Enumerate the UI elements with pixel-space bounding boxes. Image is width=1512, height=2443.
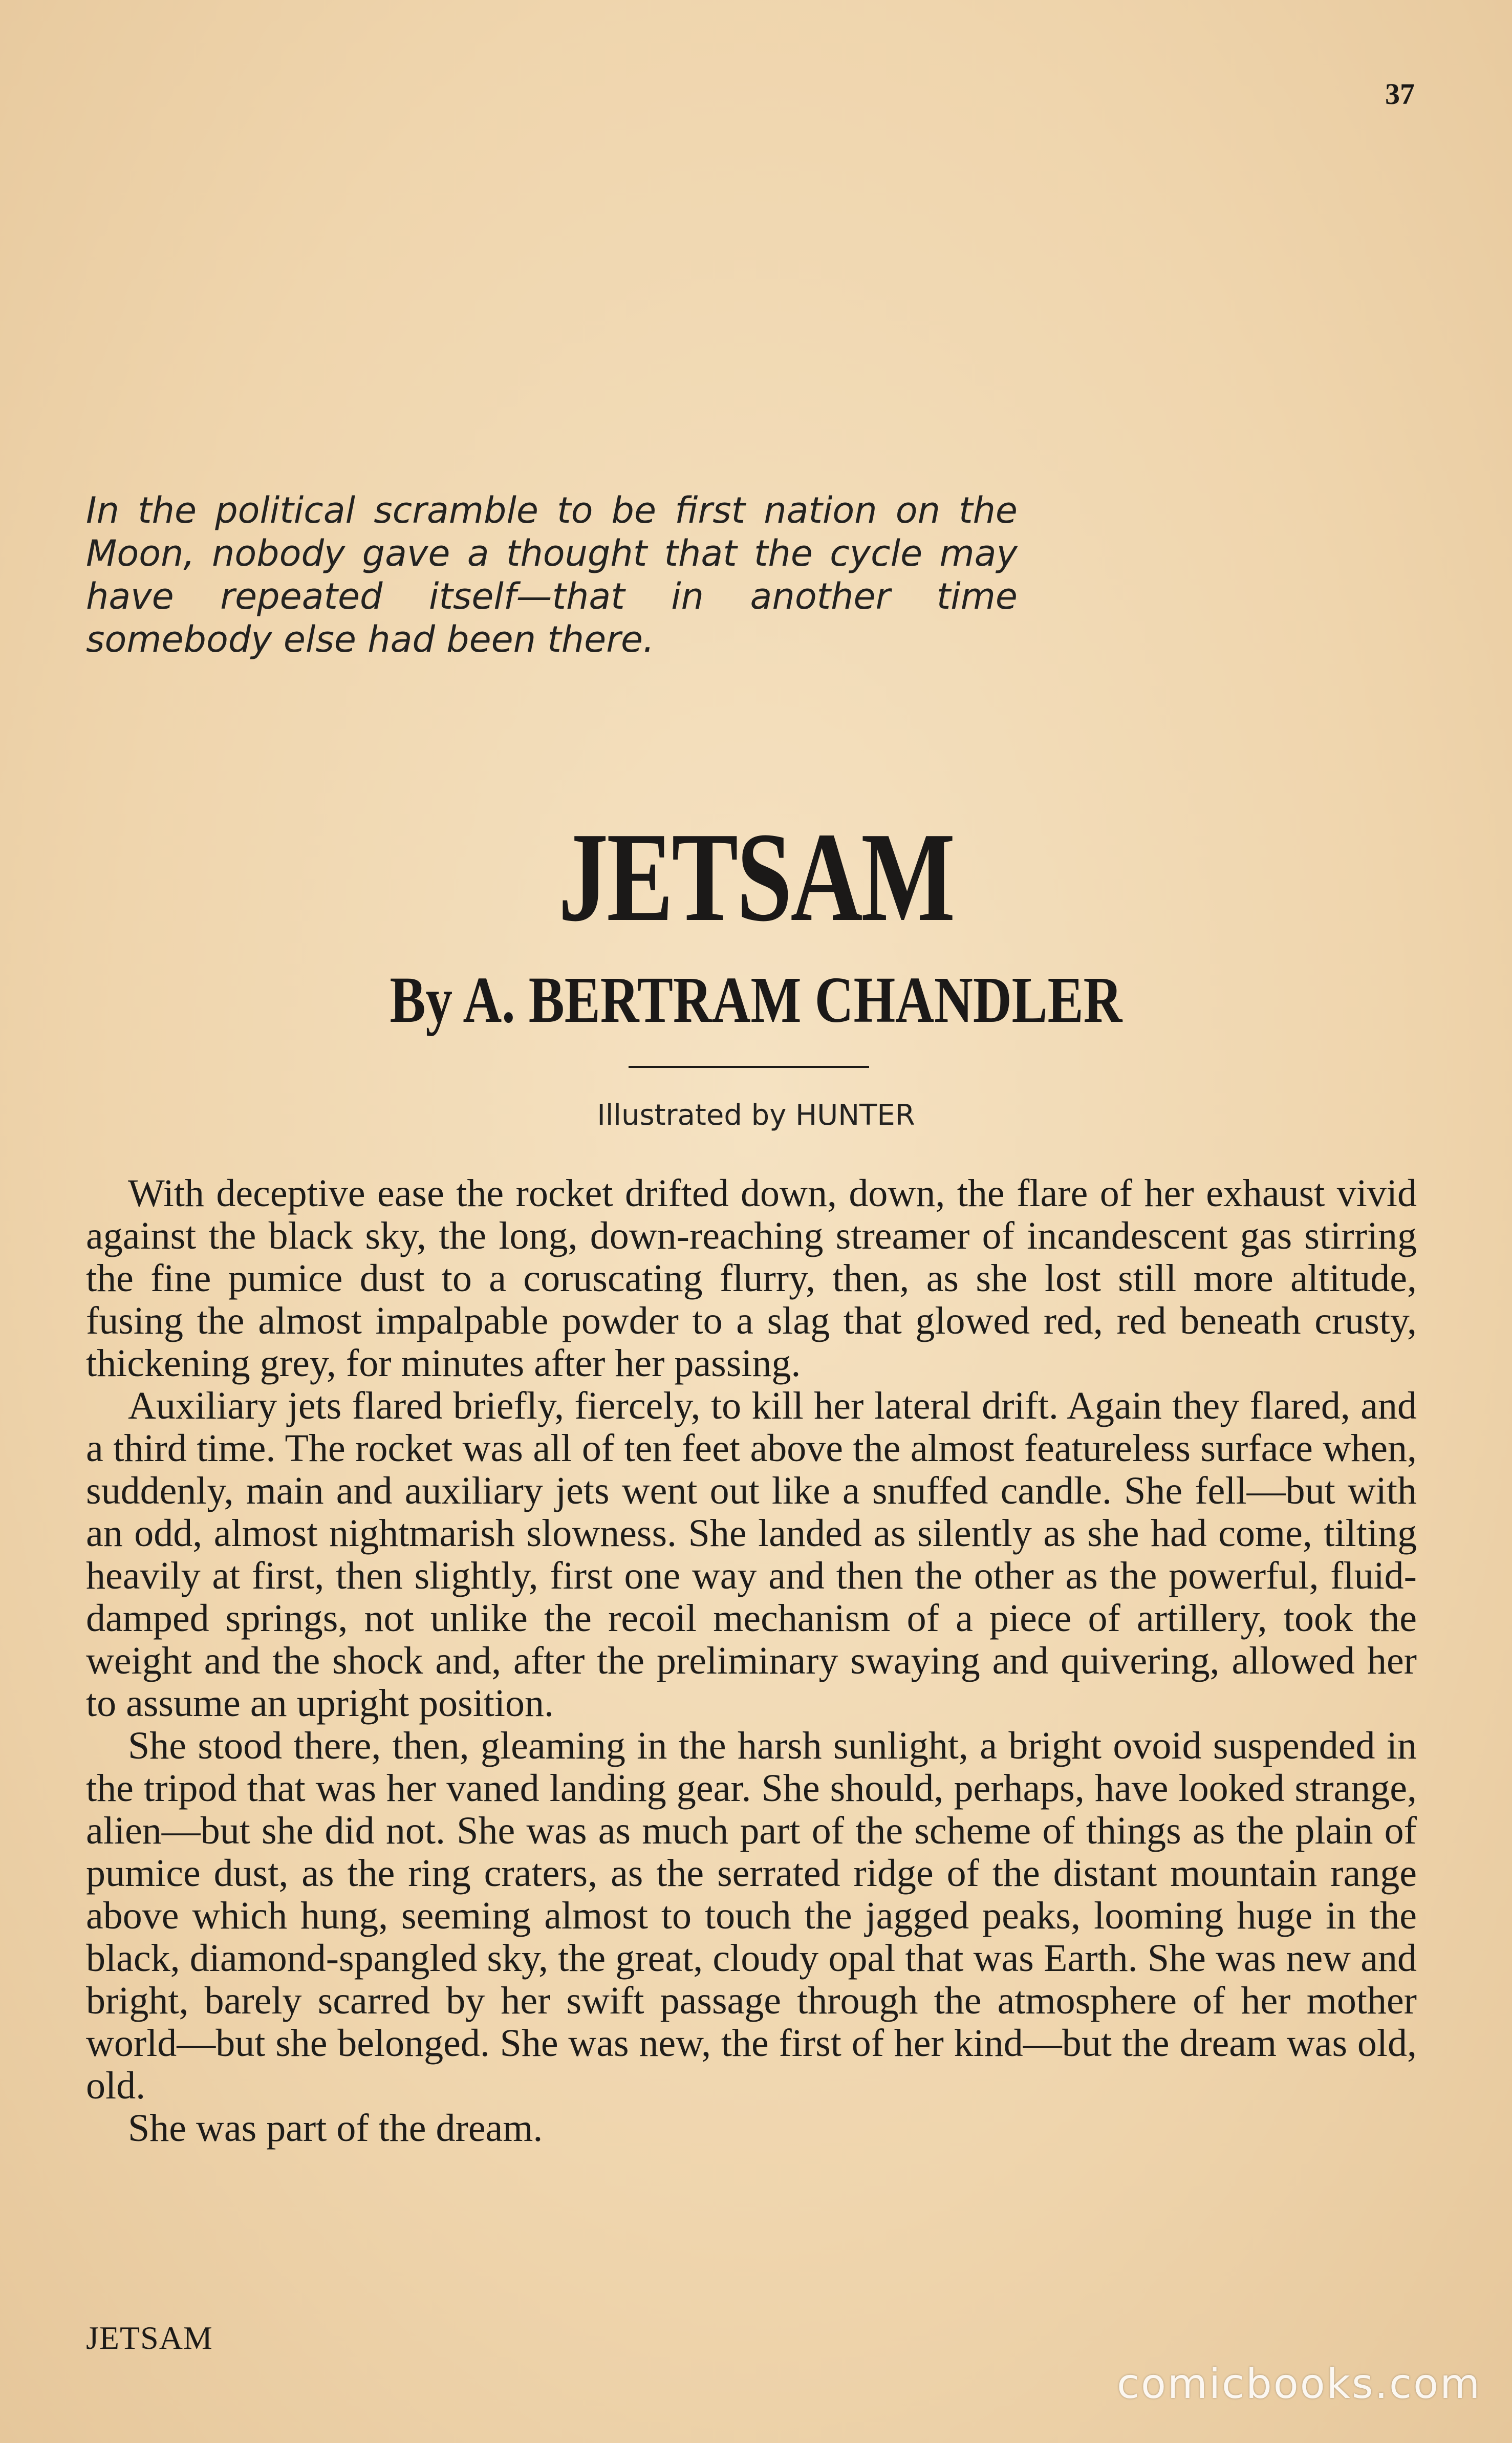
paragraph: With deceptive ease the rocket drifted down, down, the flare of her exhaust vivid against the black sky, the long, down-reaching streamer of incandescent gas stirring the fine pumice dust to a coruscating flurry, then, as she lost still more altitude, fusing the almost impalpable powder to a slag that glowed red, red beneath crusty, thickening grey, for minutes after her passing. <box>86 1172 1417 1385</box>
story-body <box>86 1172 1417 2150</box>
intro-blurb: In the political scramble to be first nation on the Moon, nobody gave a thought that the cycle may have repeated itself—that in another time somebody else had been there. <box>86 489 1018 660</box>
paragraph: She stood there, then, gleaming in the harsh sunlight, a bright ovoid suspended in the tripod that was her vaned landing gear. She should, perhaps, have looked strange, alien—but she did not. She was as much part of the scheme of things as the plain of pumice dust, as the ring craters, as the serrated ridge of the distant mountain range above which hung, seeming almost to touch the jagged peaks, looming huge in the black, diamond-spangled sky, the great, cloudy opal that was Earth. She was new and bright, barely scarred by her swift passage through the atmosphere of her mother world—but she belonged. She was new, the first of her kind—but the dream was old, old. <box>86 1724 1417 2107</box>
story-byline: By A. BERTRAM CHANDLER <box>390 963 1122 1036</box>
running-footer: JETSAM <box>86 2320 213 2356</box>
illustrator-credit: Illustrated by HUNTER <box>597 1099 915 1132</box>
watermark: comicbooks.com <box>1116 2360 1481 2408</box>
page-number: 37 <box>1385 77 1415 111</box>
paragraph: Auxiliary jets flared briefly, fiercely, to kill her lateral drift. Again they flared, and a third time. The rocket was all of ten feet above the almost featureless surface when, suddenly, main and auxiliary jets went out like a snuffed candle. She fell—but with an odd, almost nightmarish slowness. She landed as silently as she had come, tilting heavily at first, then slightly, first one way and then the other as the powerful, fluid-damped springs, not unlike the recoil mechanism of a piece of artillery, took the weight and the shock and, after the preliminary swaying and quivering, allowed her to assume an upright position. <box>86 1384 1417 1725</box>
title-divider <box>629 1066 869 1068</box>
story-title: JETSAM <box>558 806 954 948</box>
paragraph: She was part of the dream. <box>128 2107 543 2150</box>
